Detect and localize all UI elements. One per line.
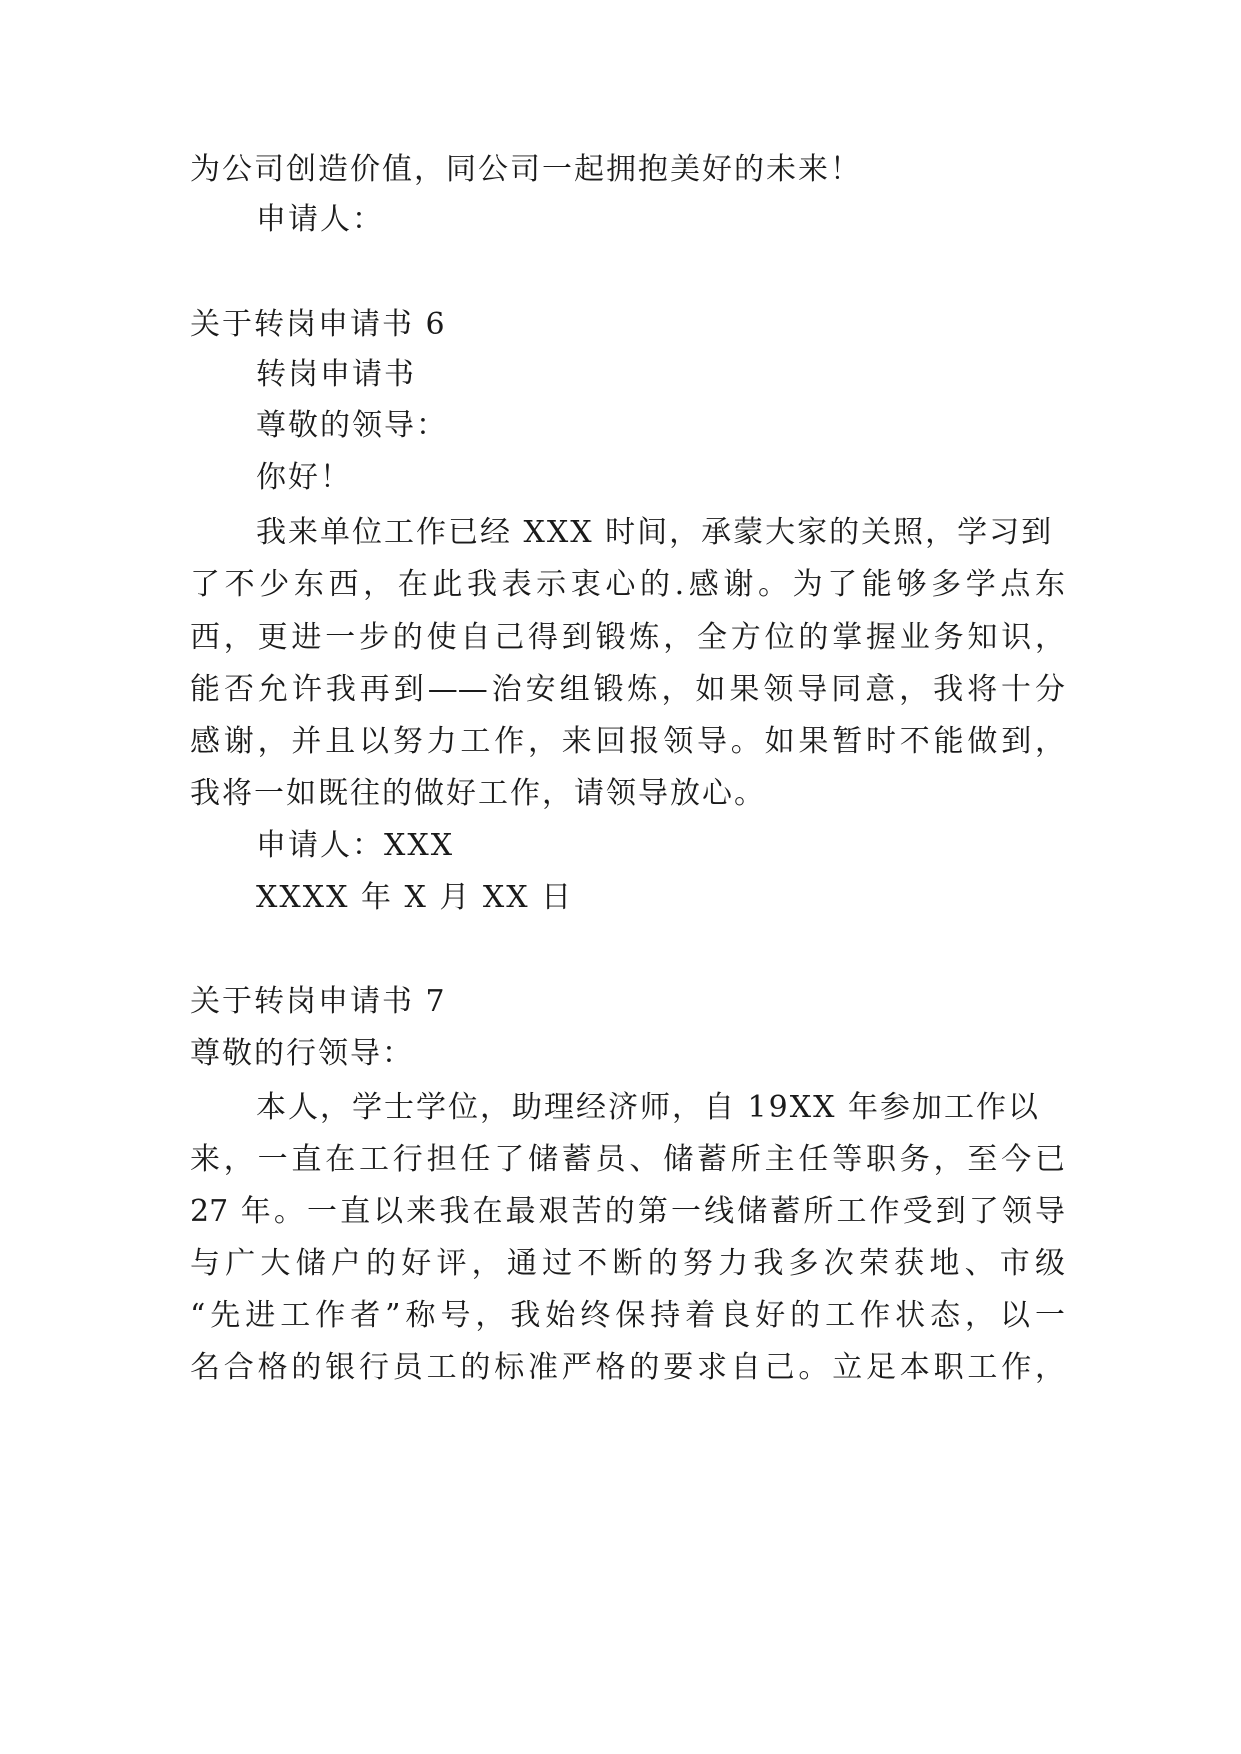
greeting: 你好！: [256, 460, 352, 495]
body-line: 与广大储户的好评，通过不断的努力我多次荣获地、市级: [190, 1246, 1065, 1281]
body-line: “先进工作者”称号，我始终保持着良好的工作状态，以一: [190, 1298, 1065, 1333]
body-line: 我来单位工作已经 XXX 时间，承蒙大家的关照，学习到: [256, 515, 1054, 550]
applicant-line: 申请人：: [256, 202, 384, 237]
paragraph-line: 为公司创造价值，同公司一起拥抱美好的未来！: [190, 152, 862, 187]
body-line: 西，更进一步的使自己得到锻炼，全方位的掌握业务知识，: [190, 620, 1065, 655]
body-line: 本人，学士学位，助理经济师，自 19XX 年参加工作以: [256, 1090, 1040, 1125]
body-line: 感谢，并且以努力工作，来回报领导。如果暂时不能做到，: [190, 724, 1065, 759]
letter-title: 转岗申请书: [256, 357, 416, 392]
body-line: 27 年。一直以来我在最艰苦的第一线储蓄所工作受到了领导: [190, 1194, 1065, 1229]
salutation: 尊敬的领导：: [256, 408, 448, 443]
salutation: 尊敬的行领导：: [190, 1036, 414, 1071]
date-line: XXXX 年 X 月 XX 日: [256, 880, 574, 915]
body-line: 我将一如既往的做好工作，请领导放心。: [190, 776, 766, 811]
body-line: 能否允许我再到——治安组锻炼，如果领导同意，我将十分: [190, 672, 1065, 707]
body-line: 来，一直在工行担任了储蓄员、储蓄所主任等职务，至今已: [190, 1142, 1065, 1177]
body-line: 了不少东西，在此我表示衷心的.感谢。为了能够多学点东: [190, 567, 1065, 602]
applicant-line: 申请人：XXX: [256, 828, 455, 863]
section-heading-6: 关于转岗申请书 6: [190, 307, 447, 342]
body-line: 名合格的银行员工的标准严格的要求自己。立足本职工作，: [190, 1350, 1065, 1385]
section-heading-7: 关于转岗申请书 7: [190, 984, 447, 1019]
